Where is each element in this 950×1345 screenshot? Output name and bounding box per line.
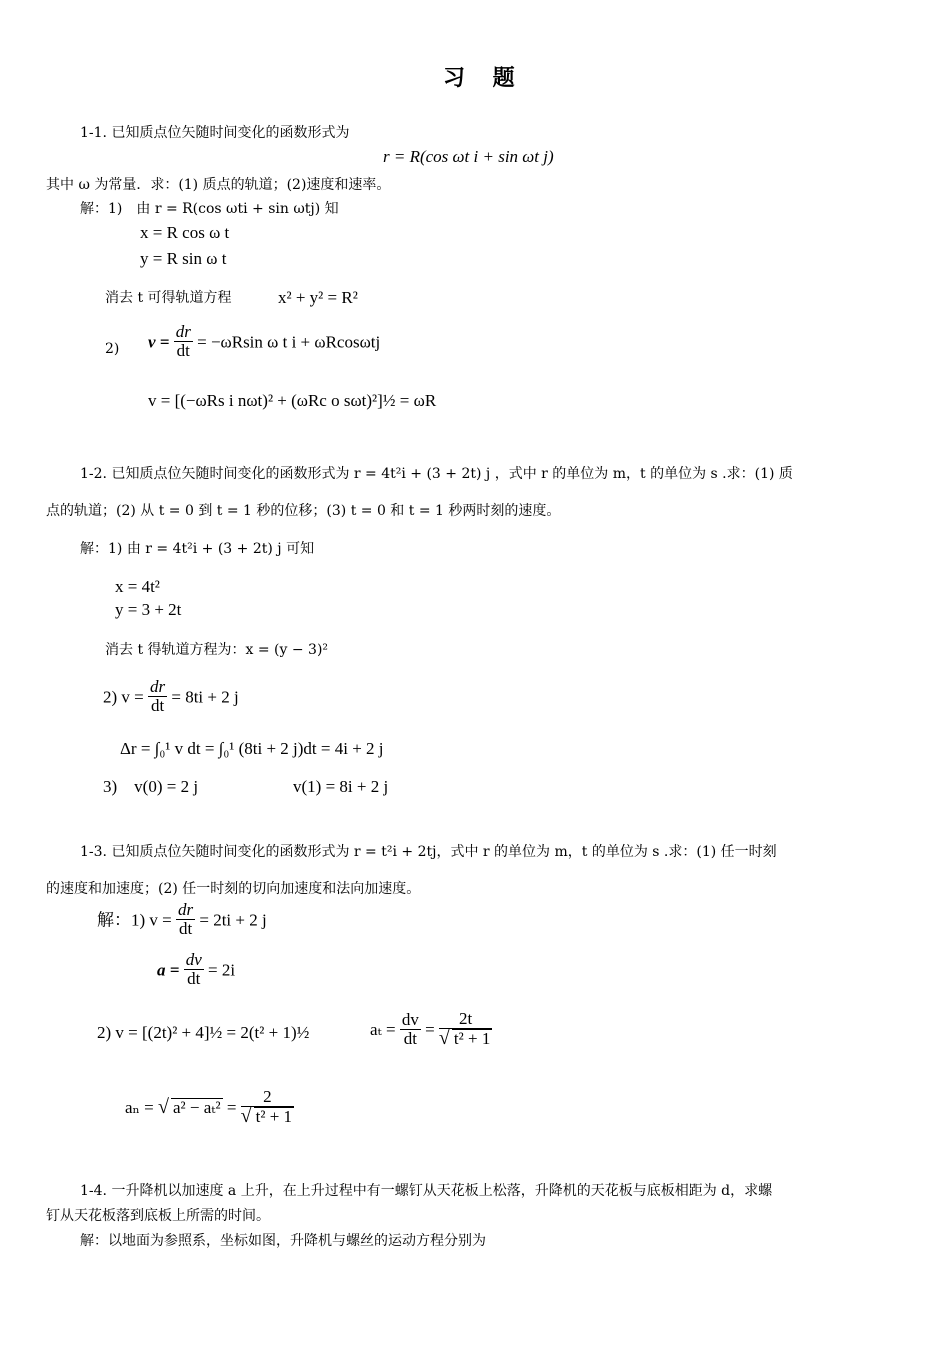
- fraction-numerator: dr: [175, 322, 191, 341]
- problem-1-1-question-cont: 其中 ω 为常量．求：(1) 质点的轨道；(2)速度和速率。: [46, 177, 391, 193]
- fraction-denominator: [439, 1029, 492, 1048]
- problem-1-1-velocity-equation: [148, 322, 381, 362]
- problem-1-1-elimination-label: 消去 t 可得轨道方程: [105, 290, 232, 306]
- derivative-fraction: [400, 1011, 421, 1048]
- problem-1-4-question: 1-4. 一升降机以加速度 a 上升，在上升过程中有一螺钉从天花板上松落，升降机的天花板与底板相距为 d，求螺: [80, 1183, 773, 1199]
- radicand: a² − aₜ²: [172, 1097, 221, 1117]
- radicand: t² + 1: [453, 1029, 491, 1048]
- normal-lhs: aₙ =: [125, 1097, 154, 1117]
- equals-sign: =: [226, 1097, 237, 1117]
- sqrt-symbol: √: [438, 1027, 450, 1049]
- problem-1-3-acceleration-equation: [157, 950, 236, 990]
- fraction-numerator: dr: [178, 900, 194, 919]
- problem-1-2-y-equation: y = 3 + 2t: [115, 600, 182, 619]
- fraction-numerator: dv: [401, 1009, 419, 1029]
- problem-1-1-speed-equation: v = [(−ωRs i nωt)² + (ωRc o sωt)²]½ = ωR: [148, 391, 437, 410]
- problem-1-1-x-equation: x = R cos ω t: [140, 223, 230, 242]
- problem-1-1-formula: r = R(cos ωt i + sin ωt j): [383, 147, 554, 166]
- page-title: 习 题: [443, 66, 525, 91]
- problem-1-4-solution-intro: 解：以地面为参照系，坐标如图，升降机与螺丝的运动方程分别为: [80, 1233, 486, 1249]
- problem-1-2-question: 1-2. 已知质点位矢随时间变化的函数形式为 r = 4t²i + (3 + 2t) j ，式中 r 的单位为 m，t 的单位为 s .求：(1) 质: [80, 466, 793, 482]
- radicand: t² + 1: [255, 1107, 293, 1126]
- problem-1-3-tangential-acceleration: [370, 1009, 492, 1050]
- problem-1-4-question-cont: 钉从天花板落到底板上所需的时间。: [46, 1208, 270, 1224]
- sqrt-symbol: √: [158, 1095, 169, 1118]
- fraction-denominator: dt: [150, 696, 165, 715]
- result-fraction: [241, 1088, 294, 1126]
- problem-1-1-solution-intro: 解：1) 由 r = R(cos ωti + sin ωtj) 知: [80, 201, 339, 217]
- acceleration-rhs: = 2i: [207, 960, 236, 980]
- problem-1-2-x-equation: x = 4t²: [115, 577, 160, 596]
- problem-1-3-question-cont: 的速度和加速度；(2) 任一时刻的切向加速度和法向加速度。: [46, 881, 421, 897]
- derivative-fraction: [148, 678, 167, 715]
- problem-1-2-velocity-t1: v(1) = 8i + 2 j: [293, 777, 389, 796]
- derivative-fraction: [184, 951, 204, 988]
- fraction-numerator: 2: [241, 1088, 294, 1107]
- derivative-fraction: [176, 901, 195, 938]
- acceleration-lhs: a =: [157, 960, 180, 980]
- problem-1-2-velocity-t0: 3) v(0) = 2 j: [103, 777, 199, 796]
- problem-1-1-question: 1-1. 已知质点位矢随时间变化的函数形式为: [80, 125, 350, 141]
- fraction-denominator: dt: [187, 969, 201, 988]
- velocity-lhs: v =: [148, 332, 170, 352]
- velocity-lhs: 2) v =: [103, 687, 144, 707]
- tangential-lhs: aₜ =: [370, 1019, 396, 1039]
- fraction-numerator: 2t: [439, 1010, 492, 1029]
- sqrt-symbol: √: [240, 1105, 252, 1127]
- velocity-rhs: = 8ti + 2 j: [171, 687, 239, 707]
- problem-1-1-trajectory-equation: x² + y² = R²: [278, 288, 358, 307]
- problem-1-1-y-equation: y = R sin ω t: [140, 249, 227, 268]
- fraction-denominator: [241, 1107, 294, 1126]
- problem-1-3-normal-acceleration: [125, 1087, 294, 1128]
- equals-sign: =: [425, 1019, 435, 1039]
- problem-1-2-question-cont: 点的轨道；(2) 从 t = 0 到 t = 1 秒的位移；(3) t = 0 和 t = 1 秒两时刻的速度。: [46, 503, 561, 519]
- problem-1-2-trajectory: 消去 t 得轨道方程为：x = (y − 3)²: [105, 642, 329, 658]
- result-fraction: [439, 1010, 492, 1048]
- velocity-lhs: 解：1) v =: [97, 910, 172, 930]
- fraction-denominator: dt: [403, 1028, 417, 1048]
- velocity-rhs: = 2ti + 2 j: [199, 910, 267, 930]
- problem-1-2-displacement-equation: Δr = ∫₀¹ v dt = ∫₀¹ (8ti + 2 j)dt = 4i + 2 j: [120, 739, 384, 758]
- fraction-numerator: dr: [150, 677, 166, 696]
- derivative-fraction: [174, 323, 193, 360]
- fraction-denominator: dt: [178, 919, 193, 938]
- problem-1-3-speed-equation: 2) v = [(2t)² + 4]½ = 2(t² + 1)½: [97, 1023, 310, 1042]
- problem-1-3-question: 1-3. 已知质点位矢随时间变化的函数形式为 r = t²i + 2tj，式中 r 的单位为 m，t 的单位为 s .求：(1) 任一时刻: [80, 844, 777, 860]
- velocity-rhs: = −ωRsin ω t i + ωRcosωtj: [197, 332, 381, 352]
- problem-1-3-velocity-equation: [97, 900, 267, 940]
- problem-1-2-velocity-equation: [103, 677, 239, 717]
- problem-1-2-solution-intro: 解：1) 由 r = 4t²i + (3 + 2t) j 可知: [80, 541, 315, 557]
- fraction-denominator: dt: [176, 341, 190, 360]
- problem-1-1-step2-label: 2): [105, 341, 120, 357]
- fraction-numerator: dv: [185, 950, 202, 969]
